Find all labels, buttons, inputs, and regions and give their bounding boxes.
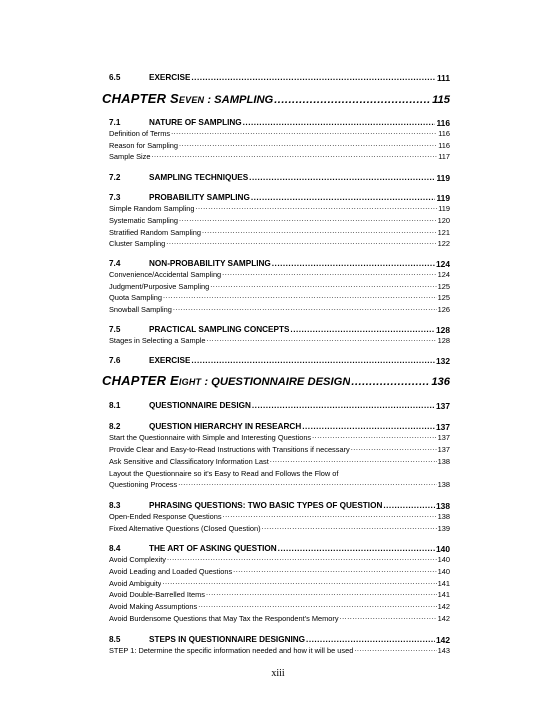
toc-entry[interactable] (107, 215, 450, 227)
entry-title: Simple Random Sampling (109, 204, 195, 214)
page-number: 142 (436, 634, 450, 645)
chapter-label: CHAPTER Eight (102, 374, 202, 389)
section-title: NON-PROBABILITY SAMPLING (149, 258, 271, 268)
entry-title: Cluster Sampling (109, 239, 166, 249)
toc-entry-wrapped-line-2[interactable] (107, 479, 450, 491)
page-number: 116 (436, 118, 450, 128)
entry-title: Provide Clear and Easy-to-Read Instructions with Transitions if necessary (109, 445, 350, 455)
dot-leader (278, 544, 435, 554)
entry-title: Open-Ended Response Questions (109, 511, 222, 521)
page-number: 138 (436, 500, 450, 511)
dot-leader (351, 375, 430, 389)
dot-leader (354, 645, 436, 657)
entry-title: Sample Size (109, 152, 151, 162)
section-number: 7.4 (109, 258, 121, 268)
page-folio: xiii (271, 668, 285, 679)
dot-leader (191, 73, 436, 83)
toc-chapter-seven[interactable] (102, 92, 450, 107)
chapter-title: : QUESTIONNAIRE DESIGN (201, 376, 351, 389)
dot-leader (262, 523, 437, 535)
section-number: 7.3 (109, 193, 121, 203)
dot-leader (302, 422, 435, 432)
dot-leader (207, 335, 437, 347)
page-number: 126 (437, 305, 450, 315)
dot-leader (171, 128, 437, 140)
entry-title: Avoid Burdensome Questions that May Tax the Respondent's Memory (109, 613, 339, 623)
toc-entry[interactable] (107, 335, 450, 347)
page-number: 137 (437, 433, 450, 443)
page-number: 124 (437, 269, 450, 279)
dot-leader (202, 227, 437, 239)
section-number: 7.6 (109, 356, 121, 366)
dot-leader (162, 578, 436, 590)
toc-entry[interactable] (107, 151, 450, 163)
toc-entry[interactable] (107, 578, 450, 590)
page-number: 125 (437, 281, 450, 291)
entry-title: Reason for Sampling (109, 140, 179, 150)
page-number: 140 (437, 555, 450, 565)
page-number: 136 (431, 376, 450, 389)
page-number: 115 (432, 94, 450, 106)
page-number: 116 (438, 129, 450, 138)
page-number: 111 (436, 73, 450, 83)
toc-entry[interactable] (107, 281, 450, 293)
page-number: 137 (437, 445, 450, 455)
toc-entry[interactable] (107, 613, 450, 625)
toc-entry[interactable] (107, 238, 450, 250)
section-title: PHRASING QUESTIONS: TWO BASIC TYPES OF QUESTION (149, 500, 383, 510)
dot-leader (223, 511, 437, 523)
toc-section-8-5[interactable] (107, 635, 450, 645)
toc-section-7-6[interactable] (107, 356, 450, 366)
section-title: EXERCISE (149, 73, 191, 82)
page-number: 141 (437, 578, 450, 588)
dot-leader (179, 140, 437, 152)
dot-leader (272, 259, 435, 269)
dot-leader (249, 173, 435, 183)
toc-section-7-5[interactable] (107, 325, 450, 335)
entry-title: Definition of Terms (109, 129, 171, 138)
page-number: 137 (436, 422, 450, 433)
section-number: 8.4 (109, 544, 121, 554)
chapter-title: : SAMPLING (204, 94, 274, 106)
section-title: THE ART OF ASKING QUESTION (149, 544, 277, 554)
page-number: 139 (437, 523, 450, 533)
chapter-heading (102, 374, 350, 389)
toc-entry[interactable] (107, 511, 450, 523)
toc-entry[interactable] (107, 566, 450, 578)
page-number: 142 (437, 602, 450, 612)
dot-leader (198, 601, 436, 613)
dot-leader (152, 151, 438, 163)
toc-entry[interactable] (107, 128, 450, 140)
dot-leader (173, 304, 437, 316)
page-number: 121 (437, 227, 450, 237)
toc-entry[interactable] (107, 444, 450, 456)
dot-leader (179, 215, 437, 227)
entry-title: Avoid Leading and Loaded Questions (109, 567, 233, 577)
toc-entry[interactable] (107, 601, 450, 613)
dot-leader (270, 456, 437, 468)
entry-title: Avoid Making Assumptions (109, 602, 198, 612)
dot-leader (163, 292, 437, 304)
page-number: 137 (436, 401, 450, 412)
page-number: 140 (436, 544, 450, 555)
entry-title: Avoid Complexity (109, 555, 166, 565)
entry-title: Avoid Double-Barrelled Items (109, 590, 205, 600)
section-title: QUESTIONNAIRE DESIGN (149, 401, 251, 411)
chapter-heading (102, 92, 273, 107)
toc-entry[interactable] (107, 292, 450, 304)
section-title: PRACTICAL SAMPLING CONCEPTS (149, 324, 290, 334)
toc-entry[interactable] (107, 432, 450, 444)
entry-title: Fixed Alternative Questions (Closed Question) (109, 523, 261, 533)
entry-title: Convenience/Accidental Sampling (109, 269, 222, 279)
page-number: 116 (438, 140, 450, 150)
toc-section-6-5[interactable] (107, 73, 450, 83)
section-number: 7.1 (109, 118, 121, 127)
dot-leader (251, 193, 436, 203)
page-number: 125 (437, 293, 450, 303)
page-number: 138 (437, 456, 450, 466)
toc-section-7-2[interactable] (107, 173, 450, 183)
page-number: 140 (437, 567, 450, 577)
toc-entry[interactable] (107, 554, 450, 566)
toc-section-8-3[interactable] (107, 501, 450, 511)
page-number: 119 (436, 173, 450, 184)
toc-entry[interactable] (107, 456, 450, 468)
entry-title: Judgment/Purposive Sampling (109, 281, 210, 291)
toc-entry[interactable] (107, 203, 450, 215)
dot-leader (206, 589, 437, 601)
toc-entry[interactable] (107, 523, 450, 535)
entry-title: Snowball Sampling (109, 305, 172, 315)
dot-leader (306, 635, 435, 645)
entry-title: Stratified Random Sampling (109, 227, 202, 237)
section-number: 7.5 (109, 324, 121, 334)
toc-section-8-4[interactable] (107, 544, 450, 554)
page-number: 119 (436, 193, 450, 204)
toc-section-8-1[interactable] (107, 401, 450, 411)
dot-leader (178, 479, 436, 491)
section-number: 8.3 (109, 500, 121, 510)
entry-title: Quota Sampling (109, 293, 162, 303)
page-number: 138 (437, 480, 450, 490)
dot-leader (222, 269, 436, 281)
toc-chapter-eight[interactable] (102, 374, 450, 389)
toc-section-8-2[interactable] (107, 422, 450, 432)
page-number: 128 (436, 324, 450, 335)
dot-leader (340, 613, 437, 625)
section-number: 8.5 (109, 634, 121, 644)
page-number: 120 (437, 215, 450, 225)
table-of-contents (102, 60, 450, 656)
entry-title: STEP 1: Determine the specific information needed and how it will be used (109, 645, 354, 655)
page-number: 122 (437, 239, 450, 249)
page-number: 141 (437, 590, 450, 600)
dot-leader (233, 566, 437, 578)
toc-entry[interactable] (107, 589, 450, 601)
section-title: STEPS IN QUESTIONNAIRE DESIGNING (149, 634, 306, 644)
page-number: 138 (437, 511, 450, 521)
section-title: SAMPLING TECHNIQUES (149, 173, 249, 183)
toc-entry[interactable] (107, 227, 450, 239)
dot-leader (195, 203, 437, 215)
toc-entry[interactable] (107, 140, 450, 152)
toc-section-7-3[interactable] (107, 193, 450, 203)
chapter-label: CHAPTER Seven (102, 92, 205, 106)
entry-title: Start the Questionnaire with Simple and Interesting Questions (109, 433, 312, 443)
section-number: 8.2 (109, 422, 121, 432)
dot-leader (166, 238, 436, 250)
page-number: 143 (437, 645, 450, 655)
toc-entry[interactable] (107, 645, 450, 657)
section-title: PROBABILITY SAMPLING (149, 193, 250, 203)
page-number: 124 (436, 258, 450, 269)
section-number: 8.1 (109, 401, 121, 411)
dot-leader (290, 325, 435, 335)
toc-section-7-4[interactable] (107, 259, 450, 269)
dot-leader (383, 501, 435, 511)
entry-title: Avoid Ambiguity (109, 578, 162, 588)
entry-title: Questioning Process (109, 480, 178, 490)
entry-title: Ask Sensitive and Classificatory Information Last (109, 456, 269, 466)
section-title: EXERCISE (149, 356, 191, 366)
section-title: NATURE OF SAMPLING (149, 118, 242, 127)
dot-leader (274, 93, 431, 107)
page-number: 128 (437, 335, 450, 345)
page-number: 117 (438, 152, 450, 162)
toc-section-7-1[interactable] (107, 118, 450, 128)
toc-entry[interactable] (107, 269, 450, 281)
dot-leader (167, 554, 437, 566)
section-number: 6.5 (109, 73, 121, 82)
section-number: 7.2 (109, 173, 121, 183)
dot-leader (252, 401, 435, 411)
dot-leader (243, 118, 436, 128)
entry-title: Systematic Sampling (109, 215, 179, 225)
page-number: 119 (438, 204, 450, 214)
page-number: 132 (436, 356, 450, 367)
dot-leader (210, 281, 436, 293)
toc-entry-wrapped-line-1[interactable]: Layout the Questionnaire so it's Easy to Read and Follows the Flow of (109, 468, 339, 478)
dot-leader (191, 356, 435, 366)
dot-leader (312, 432, 437, 444)
dot-leader (351, 444, 437, 456)
section-title: QUESTION HIERARCHY IN RESEARCH (149, 422, 302, 432)
toc-entry[interactable] (107, 304, 450, 316)
entry-title: Stages in Selecting a Sample (109, 335, 206, 345)
page-number: 142 (437, 613, 450, 623)
